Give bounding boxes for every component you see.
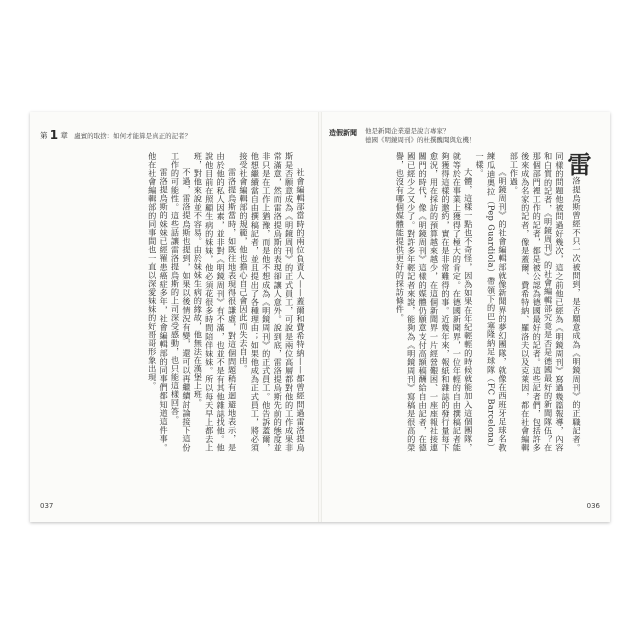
chapter-number: 1: [49, 128, 59, 142]
paragraph: 雷洛提烏斯的妹妹已經罹患癌症多年，社會編輯部的同事們都知道這件事。他在社會編輯部的同事間也一直以深愛妹妹的好哥哥形象出現。: [147, 152, 170, 452]
paragraph: 《明鏡周刊》的社會編輯部就像新聞界的夢幻團隊，就像在西班牙足球名教練瓜迪奧拉（Pep Guardiola）帶領下的巴塞隆納足球隊（FC Barcelona）一樣。: [475, 152, 508, 452]
right-page: [321, 112, 610, 522]
page-number: 036: [586, 502, 600, 510]
paragraph: 社會編輯部當時的兩位負責人——蓋爾和費希特納——都曾經問過雷洛提烏斯是否願意成為《明鏡周刊》的正式員工，可說是兩位高層都對他的工作成果非常滿意，然而雷洛提烏斯的表現卻讓人意外。說到底，雷洛提烏斯先前的態度並非只是在工作上猶豫，而是他不想成為《明鏡周刊》的正式員工。他告訴蓋爾，他想繼續當自由撰稿記者，並且提出了各種理由；如果他成為正式員工，將必須接受社會編輯部的規範，他也擔心自己會因此而失去自由。: [238, 152, 306, 452]
book-spread: [30, 112, 610, 522]
paragraph: 雷洛提烏斯當時，如既往地表現得很謙虛，對這個問題稍有迴避地表示，是由於他的私人因素，並非對《明鏡周刊》有不滿，也並不是有其他雜誌找他。他說他目前在照顧生病的妹妹，他必須花很多時間陪伴妹妹。所以每天早上都去上班，對他來說並不容易。由於妹妹生病的緣故，他無法在漢堡上班。: [193, 152, 238, 452]
running-subtitle: [365, 127, 476, 145]
paragraph: 大體，這樣一點也不奇怪，因為如果在年紀輕輕的時候就能加入這個團隊，就等於在事業上獲得了極大的肯定。在德國新聞界，一位年輕的自由撰稿記者能夠獲得這樣的邀約，實在是非常難得的事。近幾年來，報紙和雜誌的發行量每下愈況，用在採訪的預算越來越少，在這個新聞界一片經營艱困、一座座報社接連關門的時代，像《明鏡周刊》這樣的媒體仍願意支付高額稿酬給自由記者，在德國已經少之又少了。對許多年輕記者來說，能夠為《明鏡周刊》寫稿是很高的榮譽，也沒有哪個媒體能提供更好的採訪條件。: [395, 152, 474, 452]
drop-cap: 雷: [563, 152, 592, 177]
chapter-header: [40, 128, 191, 142]
chapter-label: 第: [40, 131, 48, 140]
right-body-text: [333, 152, 592, 452]
paragraph: 不過，雷洛提烏斯也提到，如果以後情況有變，還可以再繼續討論接下這份工作的可能性。這些話讓雷洛提烏斯的上司深受感動，也只能這樣回答。: [170, 152, 192, 452]
chapter-title: 盧賓的取捨：如何才能算是真正的記者？: [74, 132, 192, 140]
section-tag: 造假新聞: [329, 128, 357, 137]
subtitle-line: 德國《明鏡周刊》的杜撰醜聞與危機！: [365, 136, 476, 144]
left-body-text: [66, 152, 306, 452]
subtitle-line: 他是新聞企業還是說言專家？: [365, 127, 450, 135]
paragraph-text: 洛提烏斯曾經不只一次被問到，是否願意成為《明鏡周刊》的正職記者。同樣的問題他被問過好幾次，這之前他已經為《明鏡周刊》寫過幾篇報導，內容和白質的記者，《明鏡周刊》的社會編輯部究竟是否是德國最好的新聞隊伍？在那個部門裡工作的記者，都是被公認為德國最好的記者。這些記者們，包括許多後來成為名家的記者，像是蓋爾、費希特納、羅洛夫以及克萊因，都在社會編輯部工作過。: [509, 152, 582, 452]
paragraph: [508, 152, 592, 452]
left-page: [30, 112, 319, 522]
chapter-suffix: 章: [60, 131, 68, 140]
page-number: 037: [40, 502, 54, 510]
